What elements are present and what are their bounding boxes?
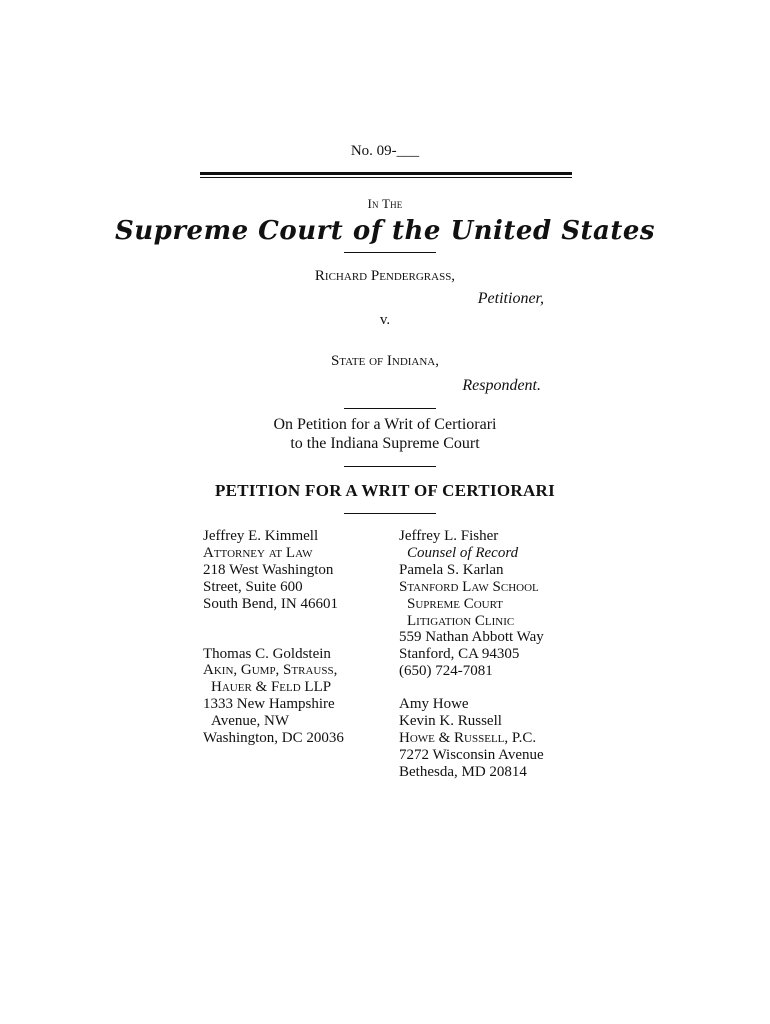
counsel-line: Supreme Court xyxy=(407,595,503,612)
spacer xyxy=(203,613,344,646)
respondent-name: State of Indiana, xyxy=(330,353,440,369)
right-counsel-block xyxy=(399,528,544,781)
counsel-line: Stanford, CA 94305 xyxy=(399,646,520,663)
counsel-line: Litigation Clinic xyxy=(407,612,515,629)
petitioner-role: Petitioner, xyxy=(477,290,544,307)
counsel-line: Jeffrey E. Kimmell xyxy=(203,528,319,544)
counsel-line: 218 West Washington xyxy=(203,561,334,578)
counsel-line: Howe & Russell, P.C. xyxy=(399,729,537,746)
document-title: PETITION FOR A WRIT OF CERTIORARI xyxy=(214,481,556,500)
counsel-line: Avenue, NW xyxy=(211,713,290,730)
counsel-line: Stanford Law School xyxy=(399,578,539,595)
petition-line-1: On Petition for a Writ of Certiorari xyxy=(273,416,497,433)
counsel-line: Counsel of Record xyxy=(407,544,519,561)
respondent-role: Respondent. xyxy=(462,377,541,394)
petition-line-2: to the Indiana Supreme Court xyxy=(290,435,480,452)
header-rule-thick xyxy=(200,172,572,175)
counsel-line: Washington, DC 20036 xyxy=(203,730,344,747)
in-the-label: In The xyxy=(367,196,403,211)
counsel-line: Bethesda, MD 20814 xyxy=(399,763,527,780)
left-counsel-block xyxy=(203,528,344,747)
divider-rule xyxy=(344,408,436,409)
divider-rule xyxy=(344,513,436,514)
spacer xyxy=(399,680,544,696)
docket-number: No. 09-___ xyxy=(350,143,420,159)
counsel-line: Street, Suite 600 xyxy=(203,578,303,595)
counsel-line: Attorney at Law xyxy=(203,544,313,561)
divider-rule xyxy=(344,466,436,467)
petitioner-name: Richard Pendergrass, xyxy=(314,268,456,284)
counsel-line: Hauer & Feld LLP xyxy=(211,679,332,696)
counsel-line: Thomas C. Goldstein xyxy=(203,645,331,662)
counsel-line: Kevin K. Russell xyxy=(399,713,502,730)
counsel-line: 1333 New Hampshire xyxy=(203,696,335,713)
divider-rule xyxy=(344,252,436,253)
counsel-line: (650) 724-7081 xyxy=(399,663,493,680)
counsel-line: South Bend, IN 46601 xyxy=(203,595,338,612)
court-name: Supreme Court of the United States xyxy=(114,216,656,246)
counsel-line: 559 Nathan Abbott Way xyxy=(399,629,544,646)
counsel-line: 7272 Wisconsin Avenue xyxy=(399,746,544,763)
counsel-line: Akin, Gump, Strauss, xyxy=(203,662,338,679)
counsel-line: Pamela S. Karlan xyxy=(399,561,504,578)
header-rule-thin xyxy=(200,177,572,178)
counsel-line: Jeffrey L. Fisher xyxy=(399,528,499,544)
counsel-line: Amy Howe xyxy=(399,696,469,713)
versus-label: v. xyxy=(379,312,391,328)
